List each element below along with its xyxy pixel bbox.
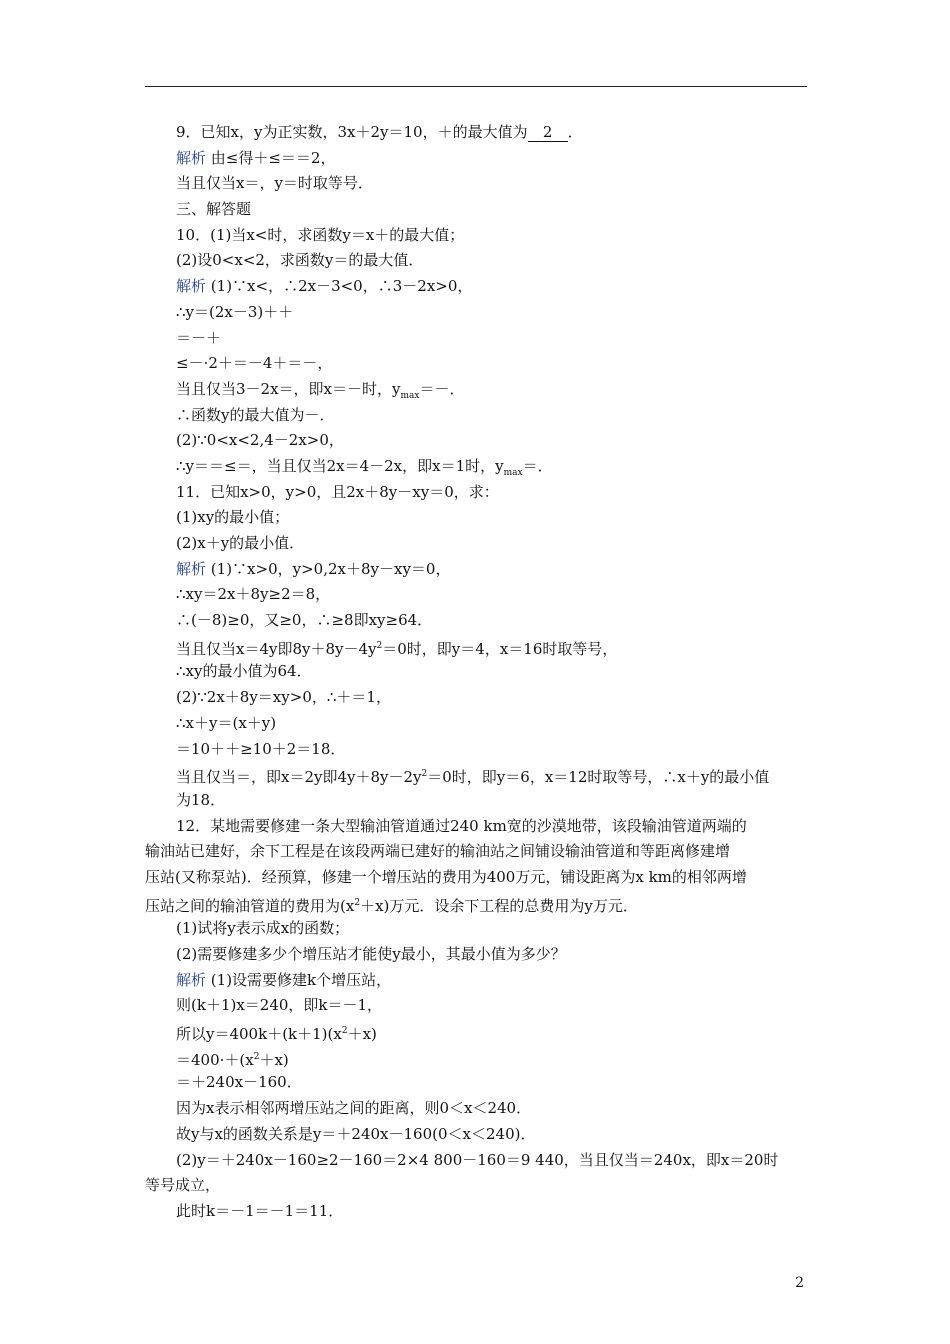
text-line: [176, 762, 810, 788]
line-text: ∴y＝(2x－3)＋＋: [176, 302, 294, 321]
text-line: [176, 223, 810, 249]
line-text: (2)y＝＋240x－160≥2－160＝2×4 800－160＝9 440，当且仅当＝240x，即x＝20时: [176, 1150, 779, 1169]
line-text: ∴y＝＝≤＝，当且仅当2x＝4－2x，即x＝1时，y: [176, 456, 504, 475]
text-line: [176, 351, 810, 377]
header-rule: [145, 86, 807, 87]
text-line: [176, 1019, 810, 1045]
line-text: 等号成立，: [145, 1176, 221, 1195]
line-text: ∴(－8)≥0，又≥0，∴≥8即xy≥64．: [176, 611, 433, 630]
text-line: [176, 1045, 810, 1071]
text-line: [145, 865, 810, 891]
document-body: [145, 120, 810, 1225]
text-line: [176, 454, 810, 480]
text-line: [145, 1173, 810, 1199]
analysis-label: 解析: [176, 148, 207, 167]
line-text: (2)∵0<x<2,4－2x>0，: [176, 431, 344, 450]
line-text: 所以y＝400k＋(k＋1)(x: [176, 1025, 342, 1044]
text-line: [176, 428, 810, 454]
text-line: [176, 659, 810, 685]
line-text: (1)试将y表示成x的函数；: [176, 919, 350, 938]
line-text-tail: ＋x): [347, 1025, 377, 1044]
text-line: [176, 1199, 810, 1225]
subscript: max: [400, 390, 420, 401]
text-line: [176, 300, 810, 326]
text-line: [176, 171, 810, 197]
line-text: 压站(又称泵站)．经预算，修建一个增压站的费用为400万元，铺设距离为x km的相邻两增: [145, 867, 747, 886]
text-line: [176, 557, 810, 583]
line-text: (1)∵x>0，y>0,2x＋8y－xy＝0，: [210, 559, 451, 578]
text-line: [176, 505, 810, 531]
text-line: [145, 839, 810, 865]
line-text: 11．已知x>0，y>0，且2x＋8y－xy＝0，求：: [176, 482, 499, 501]
line-text: ∴xy的最小值为64．: [176, 662, 312, 681]
text-line: [176, 788, 810, 814]
line-text: (2)需要修建多少个增压站才能使y最小，其最小值为多少？: [176, 945, 566, 963]
line-text-tail: ．: [567, 123, 583, 141]
line-text: (1)设需要修建k个增压站，: [210, 970, 392, 989]
superscript: 2: [341, 1026, 348, 1037]
text-line: [176, 685, 810, 711]
text-line: [176, 403, 810, 429]
line-text: 当且仅当x＝4y即8y＋8y－4y: [176, 639, 377, 658]
line-text: ＝＋240x－160．: [176, 1073, 302, 1092]
line-text-tail: ＝－．: [419, 379, 465, 398]
analysis-label: 解析: [176, 970, 207, 989]
line-text: 当且仅当x＝，y＝时取等号．: [176, 174, 373, 193]
text-line: [176, 814, 810, 840]
text-line: [176, 197, 810, 223]
superscript: 2: [253, 1051, 260, 1062]
superscript: 2: [421, 769, 428, 780]
line-text: ∴x＋y＝(x＋y): [176, 713, 277, 732]
text-line: [176, 248, 810, 274]
line-text: 故y与x的函数关系是y＝＋240x－160(0＜x＜240)．: [176, 1124, 536, 1143]
text-line: [176, 634, 810, 660]
line-text: ∴xy＝2x＋8y≥2＝8，: [176, 585, 331, 604]
line-text: 10．(1)当x<时，求函数y＝x＋的最大值；: [176, 225, 465, 244]
line-text: (2)x＋y的最小值．: [176, 534, 305, 552]
line-text: 压站之间的输油管道的费用为(x: [145, 896, 355, 915]
line-text-tail: ＝．: [522, 456, 553, 475]
line-text: ≤－·2＋＝－4＋＝－，: [176, 354, 333, 373]
line-text: ＝10＋＋≥10＋2＝18．: [176, 739, 346, 758]
line-text-tail: ＝0时，即y＝4，x＝16时取等号，: [382, 639, 618, 658]
text-line: [176, 1148, 810, 1174]
line-text: ＝400·＋(x: [176, 1050, 254, 1069]
answer-blank: 2: [528, 123, 568, 142]
line-text: 输油站已建好，余下工程是在该段两端已建好的输油站之间铺设输油管道和等距离修建增: [145, 842, 731, 861]
line-text: 因为x表示相邻两增压站之间的距离，则0＜x＜240．: [176, 1099, 532, 1118]
text-line: [176, 582, 810, 608]
page-number: 2: [795, 1275, 804, 1291]
line-text: (1)∵x<，∴2x－3<0，∴3－2x>0，: [210, 277, 473, 296]
line-text: 9．已知x，y为正实数，3x＋2y＝10，＋的最大值为: [176, 123, 528, 141]
superscript: 2: [376, 640, 383, 651]
text-line: [145, 891, 810, 917]
text-line: [176, 993, 810, 1019]
text-line: [176, 146, 810, 172]
analysis-label: 解析: [176, 277, 207, 296]
line-text: (2)∵2x＋8y＝xy>0，∴＋＝1，: [176, 688, 391, 707]
line-text-tail: ＝0时，即y＝6，x＝12时取等号，∴x＋y的最小值: [427, 768, 770, 787]
text-line: [176, 377, 810, 403]
text-line: [176, 737, 810, 763]
superscript: 2: [354, 897, 361, 908]
text-line: [176, 1096, 810, 1122]
text-line: [176, 531, 810, 557]
subscript: max: [503, 467, 523, 478]
line-text: 当且仅当3－2x＝，即x＝－时，y: [176, 379, 401, 398]
line-text: 12．某地需要修建一条大型输油管道通过240 km宽的沙漠地带，该段输油管道两端的: [176, 816, 747, 835]
text-line: [176, 326, 810, 352]
analysis-label: 解析: [176, 559, 207, 578]
line-text: 当且仅当＝，即x＝2y即4y＋8y－2y: [176, 768, 422, 787]
line-text: 则(k＋1)x＝240，即k＝－1，: [176, 996, 383, 1015]
line-text: ＝－＋: [176, 328, 222, 347]
text-line: [176, 274, 810, 300]
text-line: [176, 916, 810, 942]
line-text: 此时k＝－1＝－1＝11．: [176, 1201, 344, 1220]
line-text: (2)设0<x<2，求函数y＝的最大值．: [176, 251, 424, 270]
text-line: [176, 968, 810, 994]
line-text: (1)xy的最小值；: [176, 508, 290, 527]
text-line: [176, 608, 810, 634]
text-line: [176, 942, 810, 968]
line-text: 三、解答题: [176, 200, 252, 219]
text-line: [176, 1070, 810, 1096]
line-text: 由≤得＋≤＝＝2，: [210, 148, 336, 167]
line-text-tail: ＋x)万元．设余下工程的总费用为y万元．: [360, 896, 638, 915]
line-text: 为18．: [176, 790, 226, 809]
line-text-tail: ＋x): [259, 1050, 289, 1069]
text-line: [176, 711, 810, 737]
text-line: [176, 1122, 810, 1148]
text-line: [176, 480, 810, 506]
text-line: [176, 120, 810, 146]
line-text: ∴函数y的最大值为－．: [176, 405, 335, 424]
